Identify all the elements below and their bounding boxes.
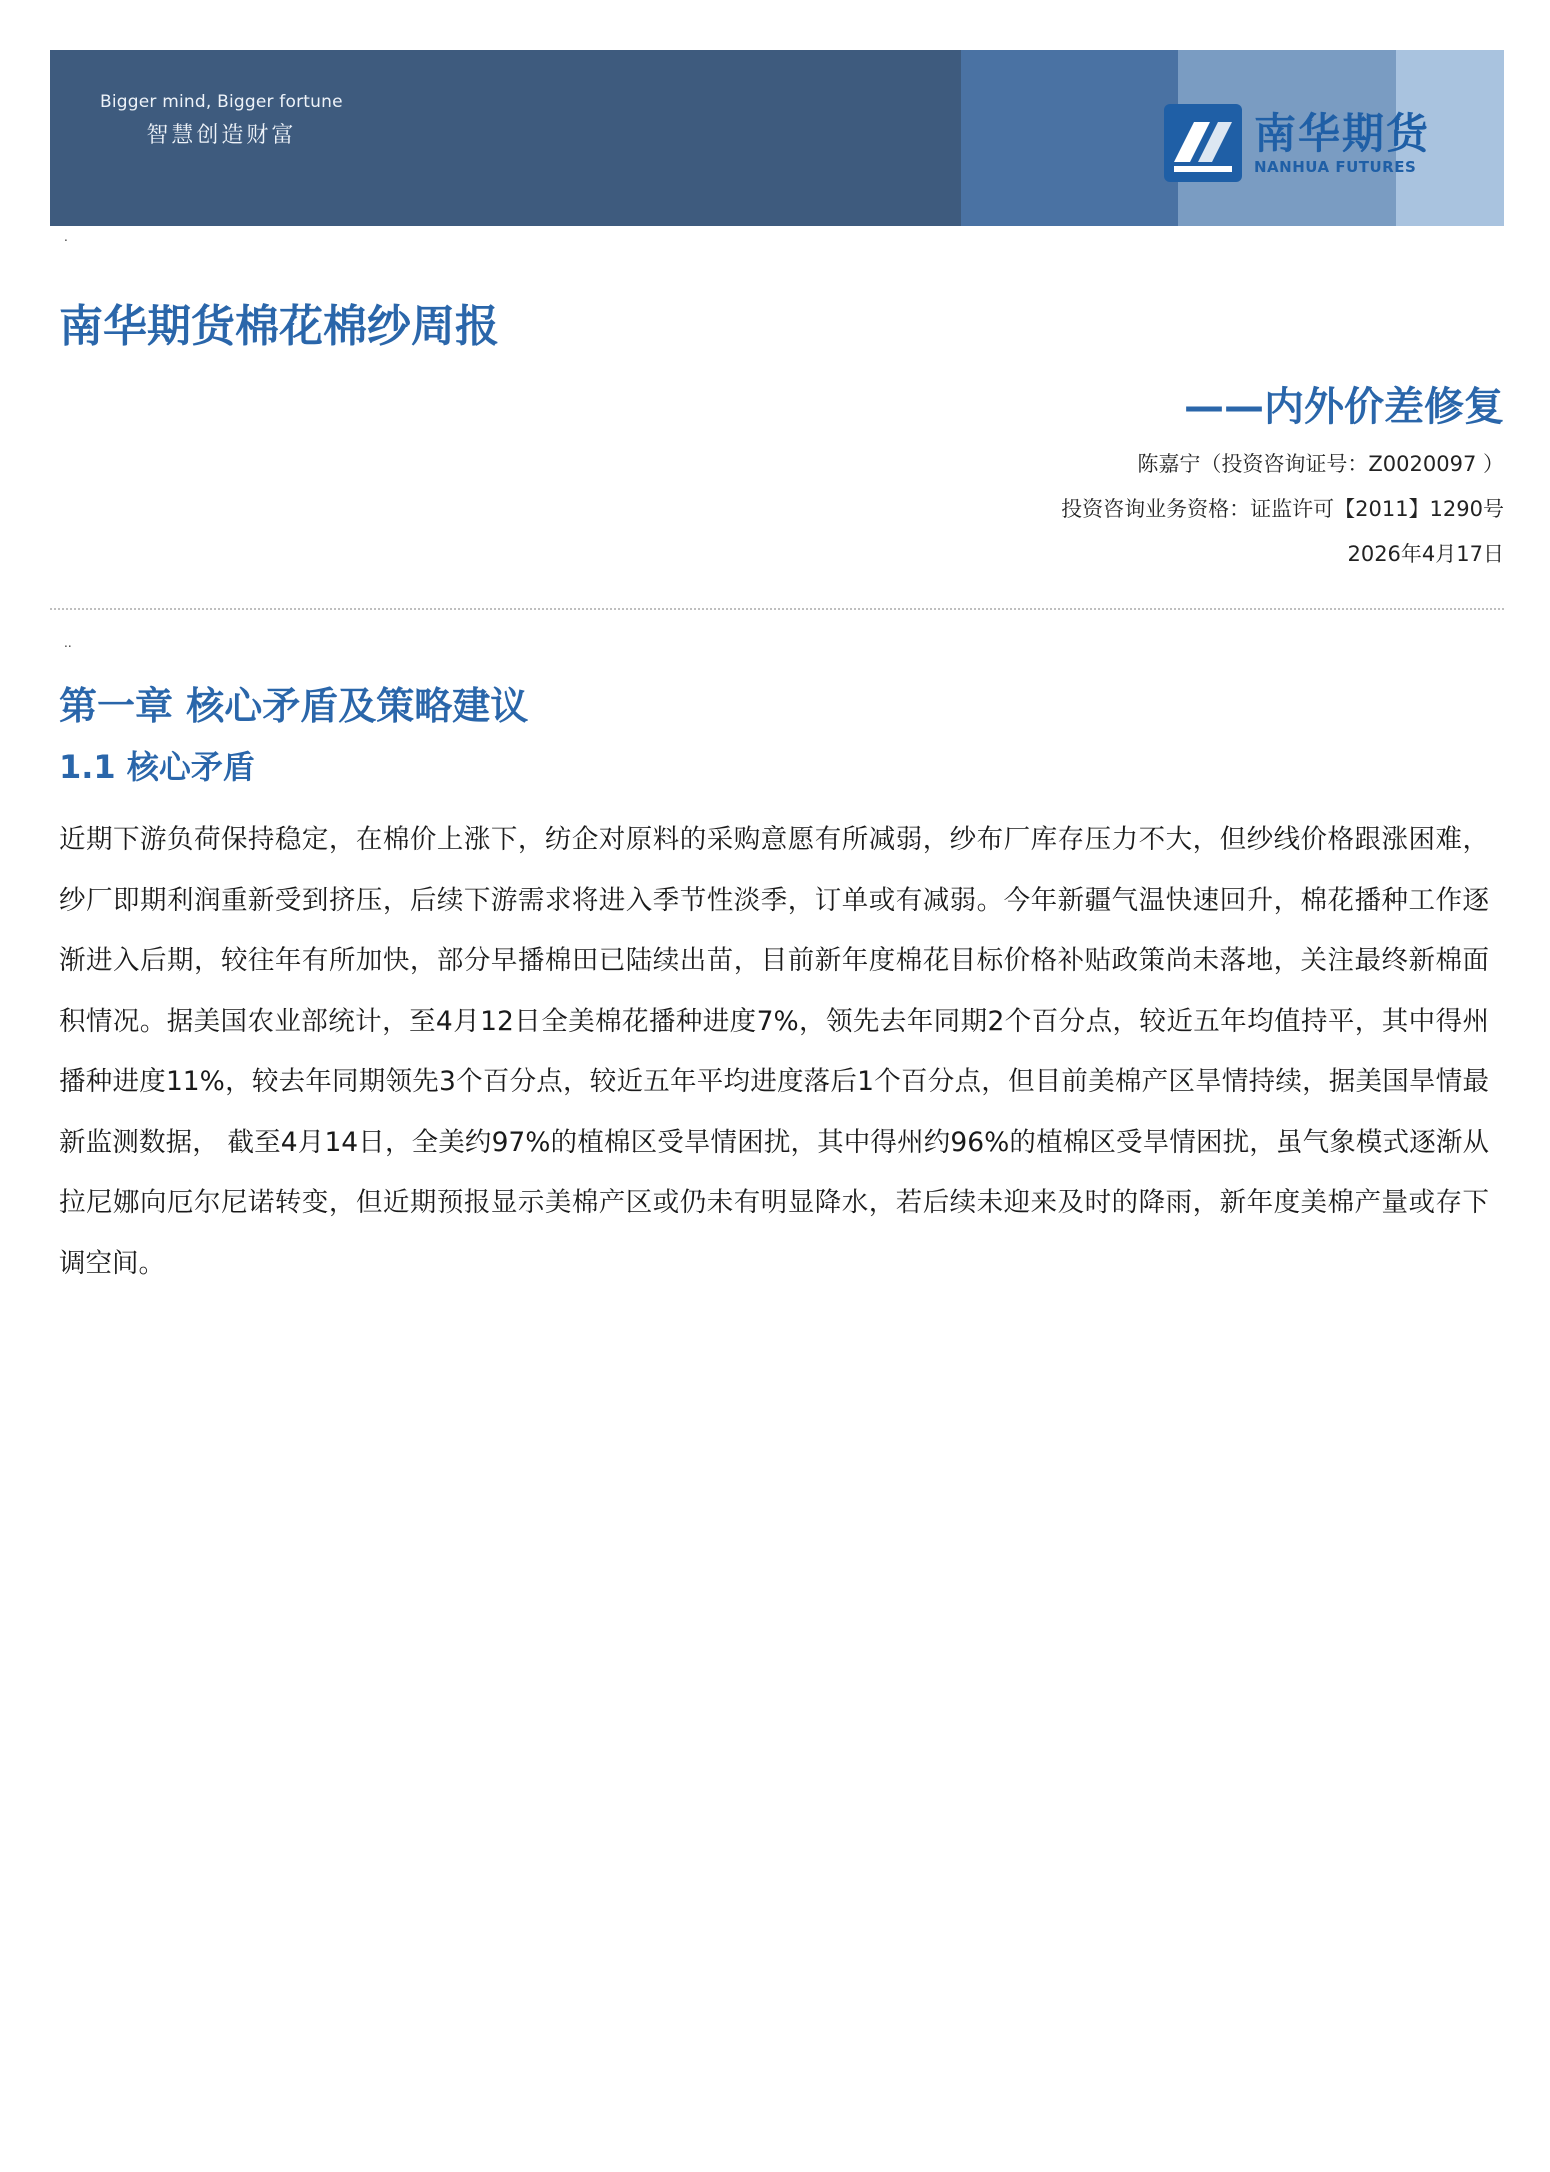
slogan-english: Bigger mind, Bigger fortune xyxy=(100,92,343,112)
slogan-chinese: 智慧创造财富 xyxy=(146,123,297,148)
company-logo xyxy=(1164,104,1430,182)
report-date: 2026年4月17日 xyxy=(1347,542,1504,566)
logo-english-name: NANHUA FUTURES xyxy=(1254,158,1417,176)
nanhua-logo-icon xyxy=(1164,104,1242,182)
report-title: 南华期货棉花棉纱周报 xyxy=(59,301,499,352)
report-subtitle: ——内外价差修复 xyxy=(1184,384,1504,430)
banner-segment-mid xyxy=(961,50,1178,226)
logo-chinese-name: 南华期货 xyxy=(1254,109,1431,158)
section-divider xyxy=(50,608,1504,610)
marker-dot: . xyxy=(64,230,68,244)
banner-slogan xyxy=(100,92,343,149)
body-paragraph: 近期下游负荷保持稳定，在棉价上涨下，纺企对原料的采购意愿有所减弱，纱布厂库存压力不大，但纱线价格跟涨困难，纱厂即期利润重新受到挤压，后续下游需求将进入季节性淡季，订单或有减弱。今年新疆气温快速回升，棉花播种工作逐渐进入后期，较往年有所加快，部分早播棉田已陆续出苗，目前新年度棉花目标价格补贴政策尚未落地，关注最终新棉面积情况。据美国农业部统计，至4月12日全美棉花播种进度7%，领先去年同期2个百分点，较近五年均值持平，其中得州播种进度11%，较去年同期领先3个百分点，较近五年平均进度落后1个百分点，但目前美棉产区旱情持续，据美国旱情最新监测数据， 截至4月14日，全美约97%的植棉区受旱情困扰，其中得州约96%的植棉区受旱情困扰，虽气象模式逐渐从拉尼娜向厄尔尼诺转变，但近期预报显示美棉产区或仍未有明显降水，若后续未迎来及时的降雨，新年度美棉产量或存下调空间。 xyxy=(59,824,1489,1279)
marker-dots: .. xyxy=(64,636,72,650)
qualification-line: 投资咨询业务资格：证监许可【2011】1290号 xyxy=(1061,497,1504,521)
author-line: 陈嘉宁（投资咨询证号：Z0020097 ） xyxy=(1137,452,1504,476)
section-heading: 1.1 核心矛盾 xyxy=(59,748,255,786)
chapter-heading: 第一章 核心矛盾及策略建议 xyxy=(59,684,529,728)
